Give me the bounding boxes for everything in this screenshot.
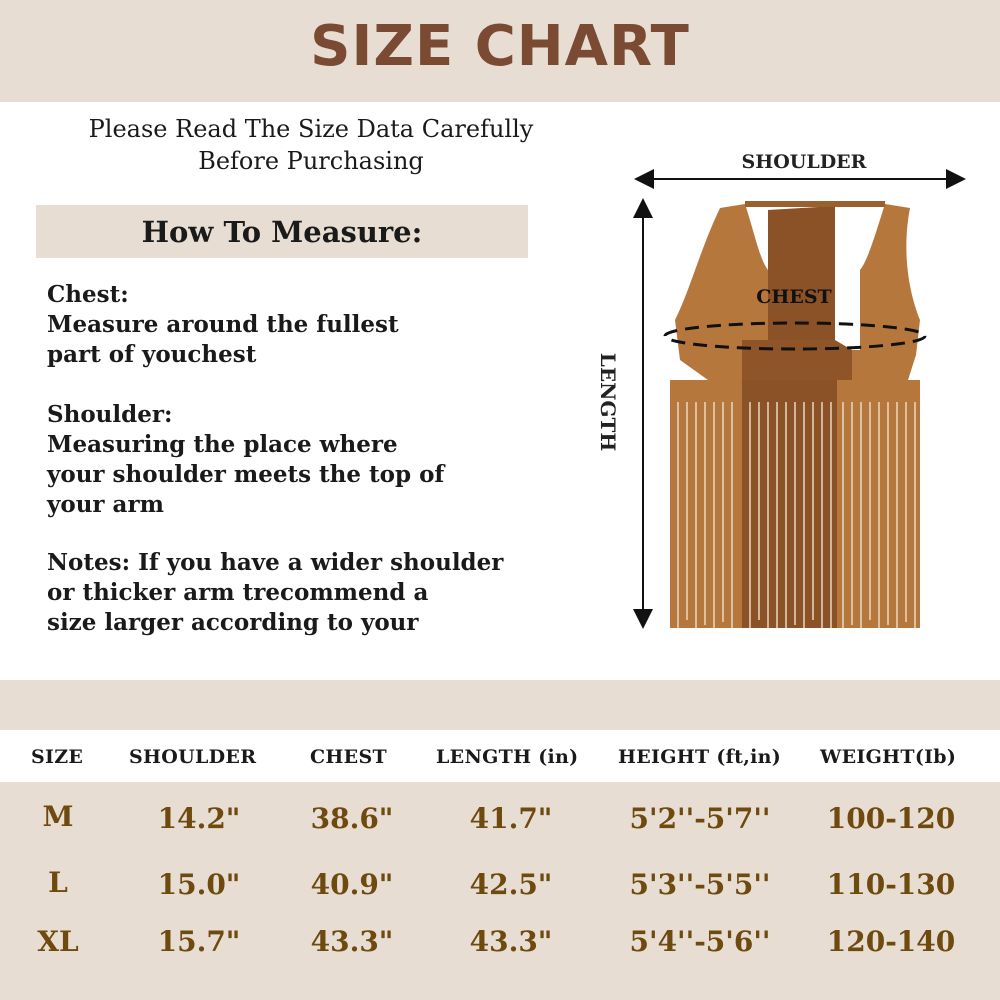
table-cell-weight: 110-130 xyxy=(826,868,956,901)
how-to-measure-box xyxy=(36,205,528,258)
table-cell-height: 5'3''-5'5'' xyxy=(629,868,771,901)
length-header-text: LENGTH xyxy=(436,746,532,768)
table-cell-size: XL xyxy=(37,925,79,958)
length-label: LENGTH xyxy=(596,352,620,452)
shoulder-heading: Shoulder: xyxy=(47,401,173,428)
table-cell-size: M xyxy=(42,800,74,833)
length-header-unit: (in) xyxy=(538,746,579,768)
notes-text xyxy=(47,548,592,638)
col-header-weight: WEIGHT(Ib) xyxy=(820,746,957,768)
col-header-chest: CHEST xyxy=(310,746,387,768)
table-cell-length: 42.5" xyxy=(469,868,553,901)
shoulder-line: your shoulder meets the top of xyxy=(47,461,445,488)
shoulder-line: Measuring the place where xyxy=(47,431,398,458)
chest-heading: Chest: xyxy=(47,281,129,308)
shoulder-line: your arm xyxy=(47,491,164,518)
table-cell-chest: 43.3" xyxy=(310,925,394,958)
table-cell-chest: 38.6" xyxy=(310,802,394,835)
table-cell-chest: 40.9" xyxy=(310,868,394,901)
shoulder-label: SHOULDER xyxy=(741,151,867,173)
table-cell-length: 43.3" xyxy=(469,925,553,958)
vest-illustration xyxy=(670,204,920,638)
intro-line-2: Before Purchasing xyxy=(198,147,424,175)
col-header-length xyxy=(436,746,578,768)
chest-line: part of youchest xyxy=(47,341,257,368)
table-cell-shoulder: 15.7" xyxy=(157,925,241,958)
table-cell-height: 5'4''-5'6'' xyxy=(629,925,771,958)
notes-line: size larger according to your xyxy=(47,609,419,636)
notes-line: Notes: If you have a wider shoulder xyxy=(47,549,504,576)
table-top-band xyxy=(0,680,1000,730)
intro-text xyxy=(20,113,602,177)
height-header-unit: (ft,in) xyxy=(716,746,782,768)
table-cell-height: 5'2''-5'7'' xyxy=(629,802,771,835)
height-header-text: HEIGHT xyxy=(618,746,710,768)
table-cell-size: L xyxy=(48,866,68,899)
table-cell-shoulder: 14.2" xyxy=(157,802,241,835)
chest-label: CHEST xyxy=(756,286,832,308)
table-cell-length: 41.7" xyxy=(469,802,553,835)
shoulder-instructions xyxy=(47,400,592,520)
table-cell-weight: 120-140 xyxy=(826,925,956,958)
page-title: SIZE CHART xyxy=(310,14,690,79)
garment-diagram xyxy=(590,140,990,660)
table-cell-weight: 100-120 xyxy=(826,802,956,835)
how-to-measure-title: How To Measure: xyxy=(141,215,423,249)
col-header-height xyxy=(618,746,781,768)
intro-line-1: Please Read The Size Data Carefully xyxy=(88,115,534,143)
chest-instructions xyxy=(47,280,592,370)
chest-line: Measure around the fullest xyxy=(47,311,399,338)
notes-line: or thicker arm trecommend a xyxy=(47,579,429,606)
col-header-shoulder: SHOULDER xyxy=(129,746,257,768)
table-cell-shoulder: 15.0" xyxy=(157,868,241,901)
col-header-size: SIZE xyxy=(31,746,84,768)
